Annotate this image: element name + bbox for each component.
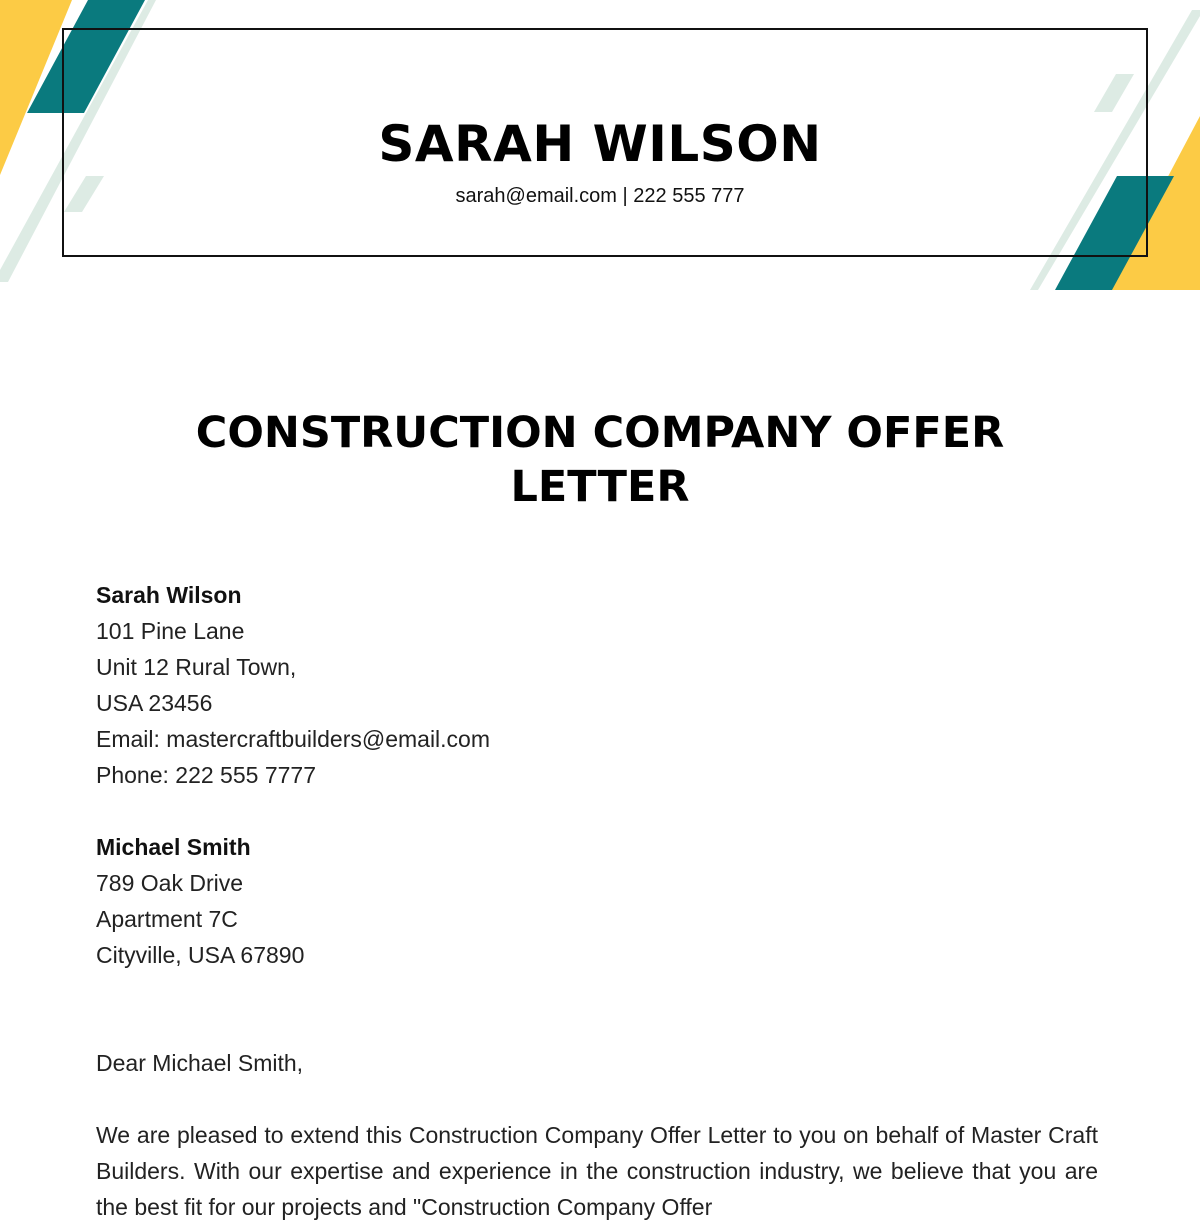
letter-salutation: Dear Michael Smith, (96, 1050, 304, 1076)
sender-contact-line: sarah@email.com | 222 555 777 (455, 185, 745, 207)
sender-phone: Phone: 222 555 7777 (96, 762, 316, 788)
recipient-address-line: Apartment 7C (96, 906, 238, 932)
recipient-address-line: Cityville, USA 67890 (96, 942, 305, 968)
sender-name-heading: SARAH WILSON (378, 115, 822, 173)
sender-address-block (96, 577, 796, 793)
document-title: CONSTRUCTION COMPANY OFFER LETTER (195, 408, 1005, 512)
sender-address-line: Unit 12 Rural Town, (96, 654, 297, 680)
recipient-name: Michael Smith (96, 834, 251, 860)
letter-paragraph: We are pleased to extend this Construction Company Offer Letter to you on behalf of Master Craft Builders. With our expertise and experience in the construction industry, we believe that you are the best fit for our projects and "Construction Company Offer (96, 1122, 1098, 1220)
sender-address-line: USA 23456 (96, 690, 213, 716)
recipient-address-block (96, 829, 796, 973)
sender-name: Sarah Wilson (96, 582, 242, 608)
recipient-address-line: 789 Oak Drive (96, 870, 244, 896)
sender-email: Email: mastercraftbuilders@email.com (96, 726, 491, 752)
sender-address-line: 101 Pine Lane (96, 618, 245, 644)
